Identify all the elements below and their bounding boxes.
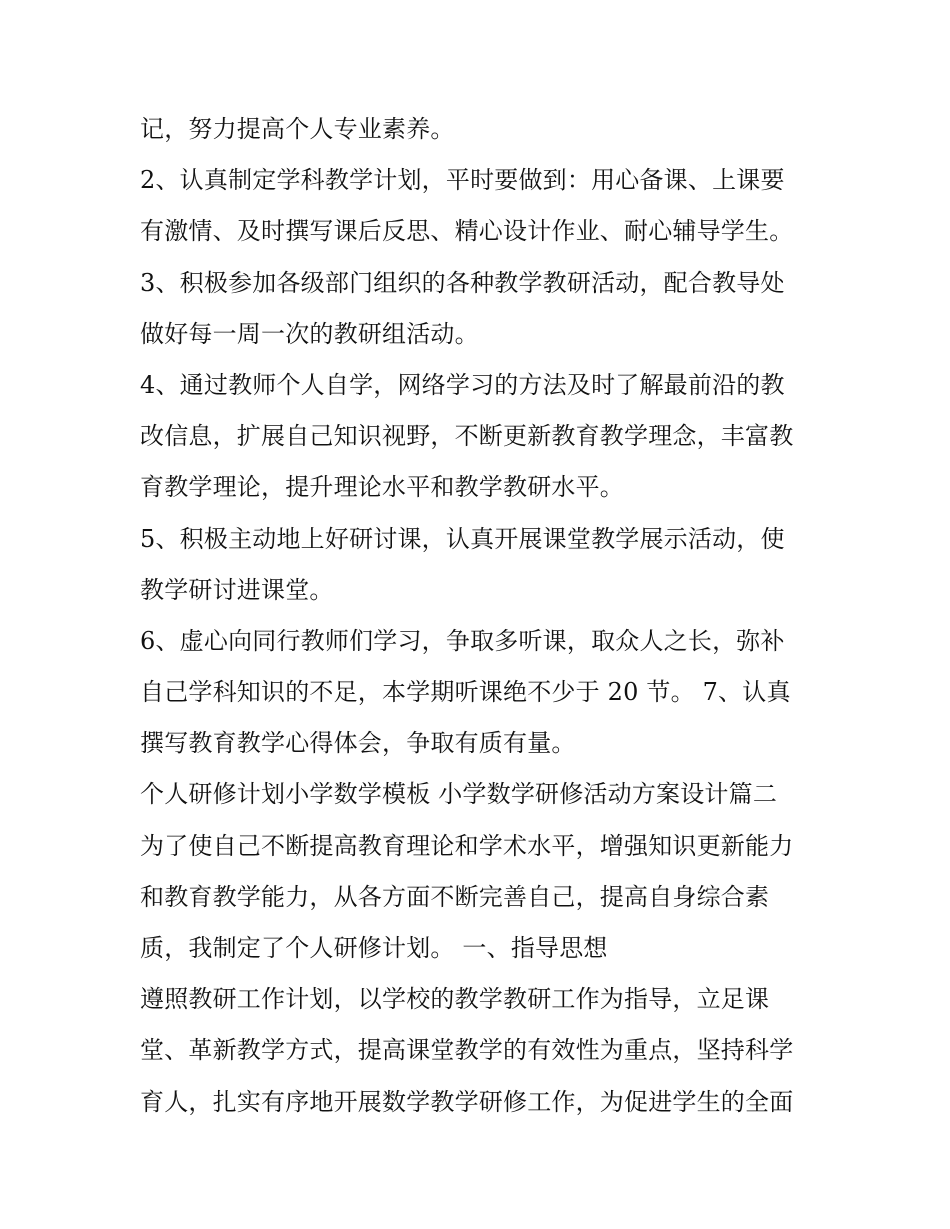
text-line: 4、通过教师个人自学，网络学习的方法及时了解最前沿的教	[140, 370, 785, 399]
text-line: 2、认真制定学科教学计划，平时要做到：用心备课、上课要	[140, 166, 785, 195]
section-heading-line: 个人研修计划小学数学模板 小学数学研修活动方案设计篇二	[140, 780, 778, 809]
text-line: 3、积极参加各级部门组织的各种教学教研活动，配合教导处	[140, 268, 785, 297]
text-line: 遵照教研工作计划，以学校的教学教研工作为指导，立足课	[140, 985, 770, 1014]
text-line: 质，我制定了个人研修计划。 一、指导思想	[140, 934, 608, 962]
text-line: 为了使自己不断提高教育理论和学术水平，增强知识更新能力	[140, 831, 794, 860]
text-line: 做好每一周一次的教研组活动。	[140, 319, 479, 348]
text-line: 教学研讨进课堂。	[140, 575, 334, 604]
text-line: 6、虚心向同行教师们学习，争取多听课，取众人之长，弥补	[140, 626, 785, 655]
text-line: 自己学科知识的不足，本学期听课绝不少于 20 节。 7、认真	[140, 678, 791, 707]
text-line: 育人，扎实有序地开展数学教学研修工作，为促进学生的全面	[140, 1087, 794, 1116]
text-line: 堂、革新教学方式，提高课堂教学的有效性为重点，坚持科学	[140, 1036, 794, 1065]
text-line: 育教学理论，提升理论水平和教学教研水平。	[140, 473, 624, 502]
text-line: 撰写教育教学心得体会，争取有质有量。	[140, 729, 576, 758]
text-line: 5、积极主动地上好研讨课，认真开展课堂教学展示活动，使	[140, 524, 785, 553]
text-line: 和教育教学能力，从各方面不断完善自己，提高自身综合素	[140, 882, 770, 911]
text-line: 有激情、及时撰写课后反思、精心设计作业、耐心辅导学生。	[140, 217, 794, 246]
text-line: 改信息，扩展自己知识视野，不断更新教育教学理念，丰富教	[140, 422, 794, 451]
text-line: 记，努力提高个人专业素养。	[140, 115, 455, 143]
document-body	[140, 104, 820, 1128]
